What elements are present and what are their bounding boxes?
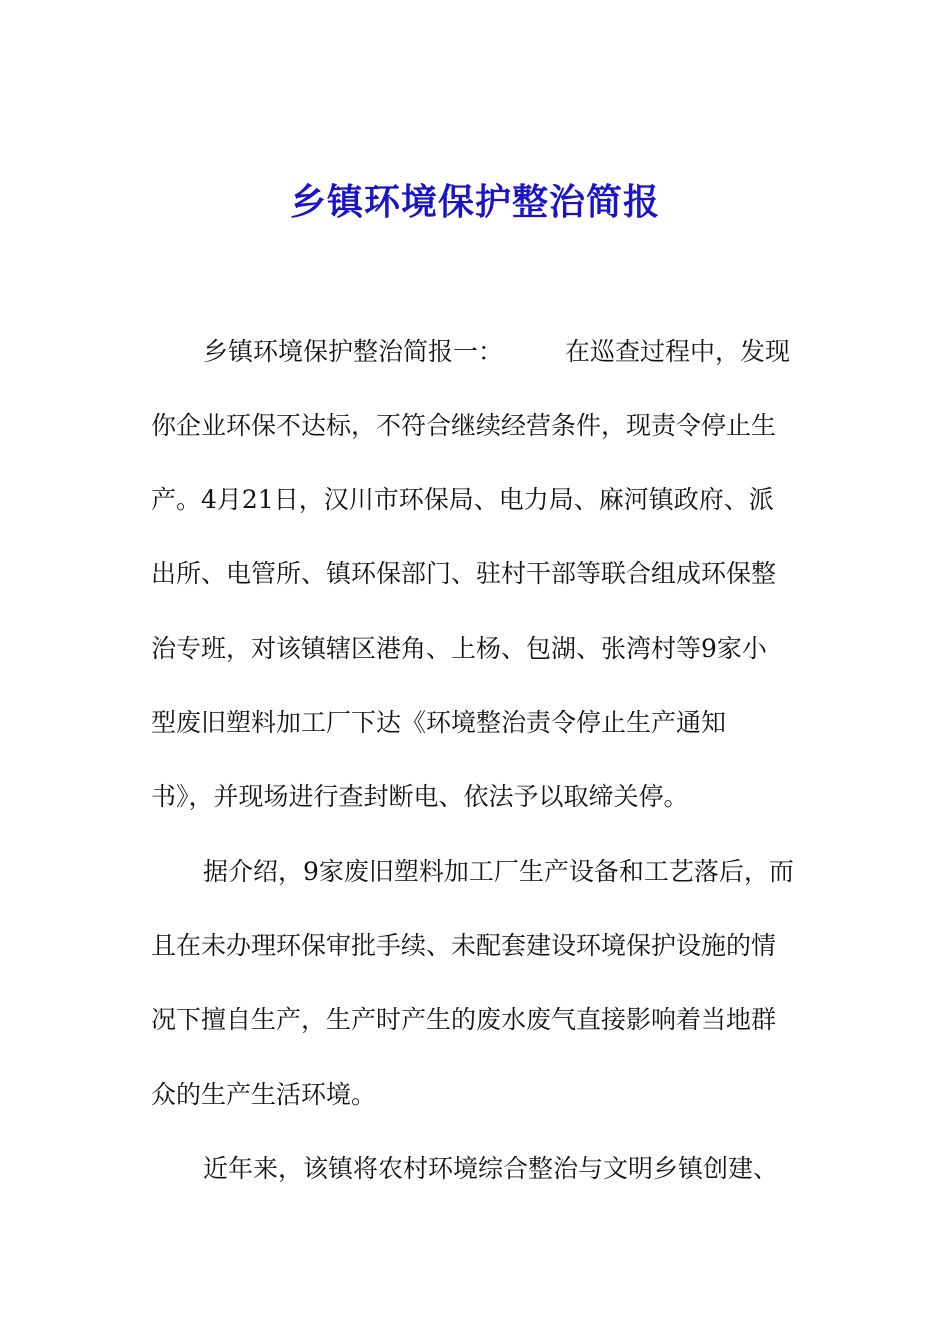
paragraph-1-lead: 乡镇环境保护整治简报一： <box>203 337 504 366</box>
paragraph-2-line-1: 据介绍，9家废旧塑料加工厂生产设备和工艺落后，而 <box>203 857 794 886</box>
document-title: 乡镇环境保护整治简报 <box>289 181 660 223</box>
paragraph-1-lead-continuation: 在巡查过程中，发现 <box>565 337 791 366</box>
paragraph-1-line-5: 治专班，对该镇辖区港角、上杨、包湖、张湾村等9家小 <box>151 634 767 663</box>
paragraph-1-line-7: 书》，并现场进行查封断电、依法予以取缔关停。 <box>151 782 689 811</box>
paragraph-2-line-3: 况下擅自生产，生产时产生的废水废气直接影响着当地群 <box>151 1005 777 1034</box>
paragraph-2-line-4: 众的生产生活环境。 <box>151 1080 377 1109</box>
paragraph-1-line-4: 出所、电管所、镇环保部门、驻村干部等联合组成环保整 <box>151 559 777 588</box>
paragraph-1-line-3: 产。4月21日，汉川市环保局、电力局、麻河镇政府、派 <box>151 485 774 514</box>
paragraph-1-line-2: 你企业环保不达标，不符合继续经营条件，现责令停止生 <box>151 411 777 440</box>
paragraph-2-line-2: 且在未办理环保审批手续、未配套建设环境保护设施的情 <box>151 931 777 960</box>
paragraph-1-line-1 <box>203 332 883 372</box>
paragraph-3-line-1: 近年来，该镇将农村环境综合整治与文明乡镇创建、 <box>203 1154 779 1183</box>
paragraph-1-line-6: 型废旧塑料加工厂下达《环境整治责令停止生产通知 <box>151 708 727 737</box>
